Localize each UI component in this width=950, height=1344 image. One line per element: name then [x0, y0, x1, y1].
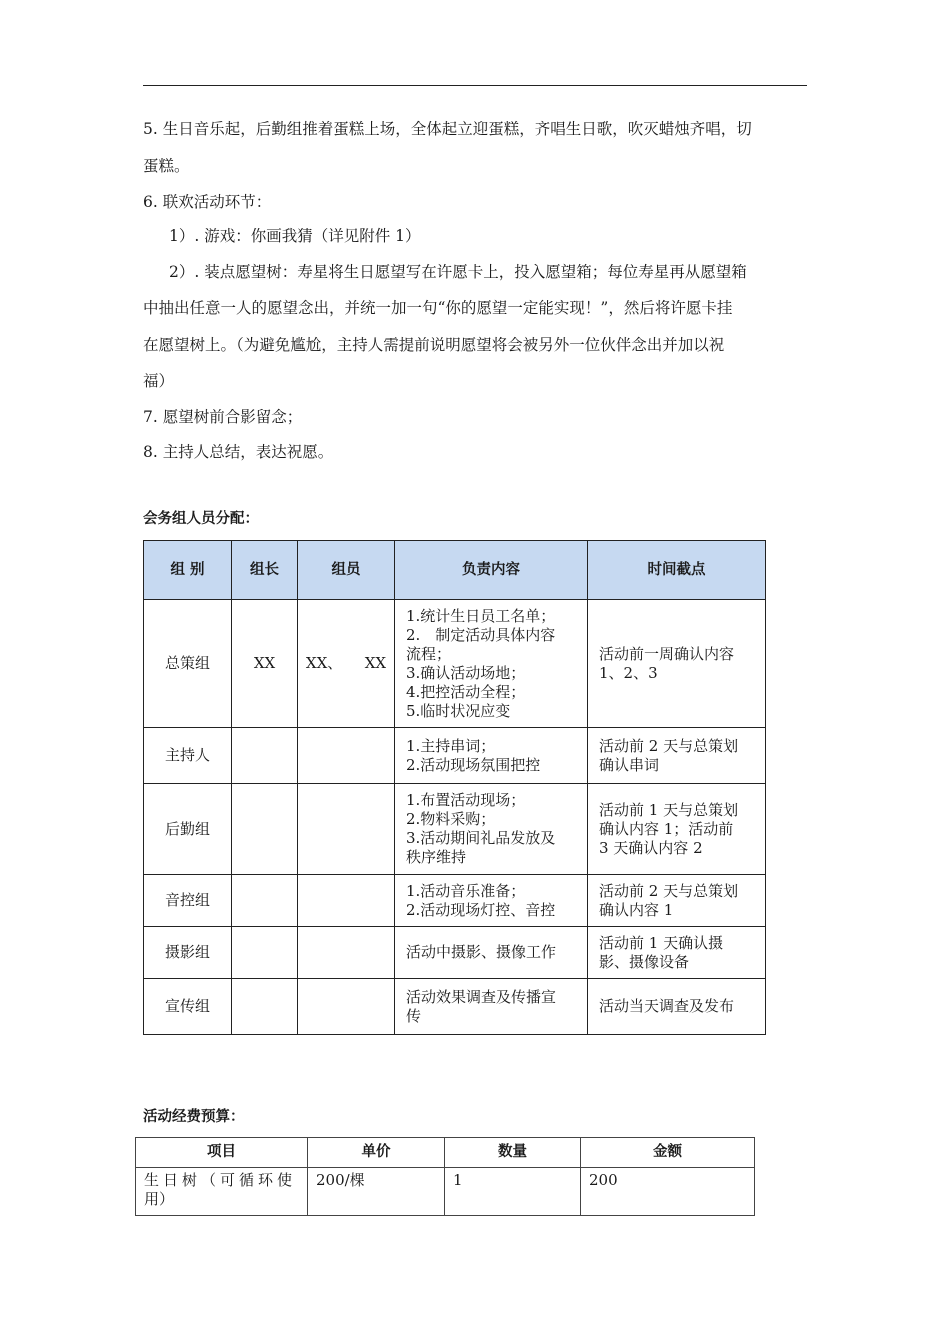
header-item: 项目 [136, 1138, 308, 1168]
group-cell: 主持人 [144, 728, 232, 784]
deadline-cell [588, 728, 766, 784]
budget-header-row [136, 1138, 755, 1168]
group-cell: 宣传组 [144, 979, 232, 1035]
header-members: 组员 [298, 541, 395, 600]
members-cell [298, 927, 395, 979]
header-rule [143, 85, 807, 86]
table-row [144, 875, 766, 927]
deadline-line: 影、摄像设备 [599, 952, 690, 971]
duty-line: 1.布置活动现场； [406, 791, 526, 809]
leader-cell [232, 875, 298, 927]
header-duties: 负责内容 [395, 541, 588, 600]
duty-line: 传 [406, 1006, 422, 1025]
item-cell [136, 1168, 308, 1216]
budget-heading: 活动经费预算： [143, 1109, 245, 1125]
deadline-line: 3 天确认内容 2 [599, 838, 703, 857]
staff-allocation-table [143, 540, 766, 1035]
paragraph-step-7: 7. 愿望树前合影留念； [143, 408, 303, 426]
header-leader: 组长 [232, 541, 298, 600]
header-deadline: 时间截点 [588, 541, 766, 600]
members-cell [298, 979, 395, 1035]
leader-cell [232, 927, 298, 979]
header-quantity: 数量 [445, 1138, 581, 1168]
duties-cell [395, 728, 588, 784]
deadline-line: 活动前 1 天确认摄 [599, 933, 724, 952]
staff-table-header-row [144, 541, 766, 600]
paragraph-step-6-1: 1）. 游戏：你画我猜（详见附件 1） [169, 227, 421, 245]
deadline-line: 活动前 2 天与总策划 [599, 736, 739, 755]
deadline-cell [588, 927, 766, 979]
deadline-cell [588, 875, 766, 927]
duty-line: 2.活动现场氛围把控 [406, 755, 541, 774]
duties-cell [395, 979, 588, 1035]
group-cell: 音控组 [144, 875, 232, 927]
deadline-line: 1、2、3 [599, 663, 658, 682]
paragraph-step-8: 8. 主持人总结，表达祝愿。 [143, 443, 334, 461]
price-cell: 200/棵 [308, 1168, 445, 1216]
duty-line: 1.主持串词； [406, 736, 496, 755]
item-line: 用） [144, 1190, 175, 1208]
table-row [144, 927, 766, 979]
table-row [144, 728, 766, 784]
paragraph-step-6-2-line-2: 中抽出任意一人的愿望念出，并统一加一句“你的愿望一定能实现！”，然后将许愿卡挂 [143, 299, 733, 317]
duty-line: 1.统计生日员工名单； [406, 606, 556, 625]
deadline-cell [588, 784, 766, 875]
deadline-line: 确认内容 1 [599, 900, 674, 919]
header-unit-price: 单价 [308, 1138, 445, 1168]
group-cell: 摄影组 [144, 927, 232, 979]
duty-line: 2.物料采购； [406, 810, 496, 828]
deadline-line: 确认内容 1；活动前 [599, 819, 734, 838]
table-row [136, 1168, 755, 1216]
table-row [144, 784, 766, 875]
duty-line: 3.确认活动场地； [406, 663, 526, 682]
duty-line: 3.活动期间礼品发放及 [406, 829, 556, 847]
quantity-cell: 1 [445, 1168, 581, 1216]
amount-cell: 200 [581, 1168, 755, 1216]
duty-line: 流程； [406, 644, 452, 663]
budget-table [135, 1137, 755, 1216]
paragraph-step-5-line-1: 5. 生日音乐起，后勤组推着蛋糕上场，全体起立迎蛋糕，齐唱生日歌，吹灭蜡烛齐唱，切 [143, 120, 752, 138]
group-cell: 后勤组 [144, 784, 232, 875]
paragraph-step-6-2-line-4: 福） [143, 372, 175, 390]
item-line: 生日树（可循环使 [144, 1171, 297, 1189]
paragraph-step-5-line-2: 蛋糕。 [143, 157, 190, 175]
duty-line: 活动效果调查及传播宣 [406, 987, 557, 1006]
duty-line: 2.活动现场灯控、音控 [406, 900, 556, 919]
duty-line: 5.临时状况应变 [406, 701, 511, 720]
table-row [144, 600, 766, 728]
deadline-cell [588, 979, 766, 1035]
duty-line: 4.把控活动全程； [406, 682, 526, 701]
duties-cell [395, 784, 588, 875]
duties-cell [395, 927, 588, 979]
leader-cell [232, 728, 298, 784]
members-cell [298, 728, 395, 784]
staff-heading: 会务组人员分配： [143, 511, 259, 527]
paragraph-step-6: 6. 联欢活动环节： [143, 193, 272, 211]
duties-cell [395, 875, 588, 927]
deadline-line: 确认串词 [599, 755, 660, 774]
header-group: 组 别 [144, 541, 232, 600]
leader-cell [232, 784, 298, 875]
paragraph-step-6-2-line-3: 在愿望树上。（为避免尴尬，主持人需提前说明愿望将会被另外一位伙伴念出并加以祝 [143, 336, 725, 354]
table-row [144, 979, 766, 1035]
deadline-line: 活动当天调查及发布 [599, 997, 735, 1015]
leader-cell [232, 979, 298, 1035]
header-amount: 金额 [581, 1138, 755, 1168]
duty-line: 秩序维持 [406, 848, 467, 866]
members-cell [298, 875, 395, 927]
duty-line: 2. 制定活动具体内容 [406, 625, 556, 644]
members-cell [298, 784, 395, 875]
deadline-line: 活动前 2 天与总策划 [599, 881, 739, 900]
deadline-line: 活动前 1 天与总策划 [599, 800, 739, 819]
group-cell: 总策组 [144, 600, 232, 728]
duty-line: 活动中摄影、摄像工作 [406, 943, 557, 961]
duty-line: 1.活动音乐准备； [406, 881, 526, 900]
paragraph-step-6-2-line-1: 2）. 装点愿望树：寿星将生日愿望写在许愿卡上，投入愿望箱；每位寿星再从愿望箱 [169, 263, 747, 281]
duties-cell [395, 600, 588, 728]
deadline-line: 活动前一周确认内容 [599, 644, 735, 663]
leader-cell: XX [232, 600, 298, 728]
deadline-cell [588, 600, 766, 728]
members-cell: XX、 XX [298, 600, 395, 728]
